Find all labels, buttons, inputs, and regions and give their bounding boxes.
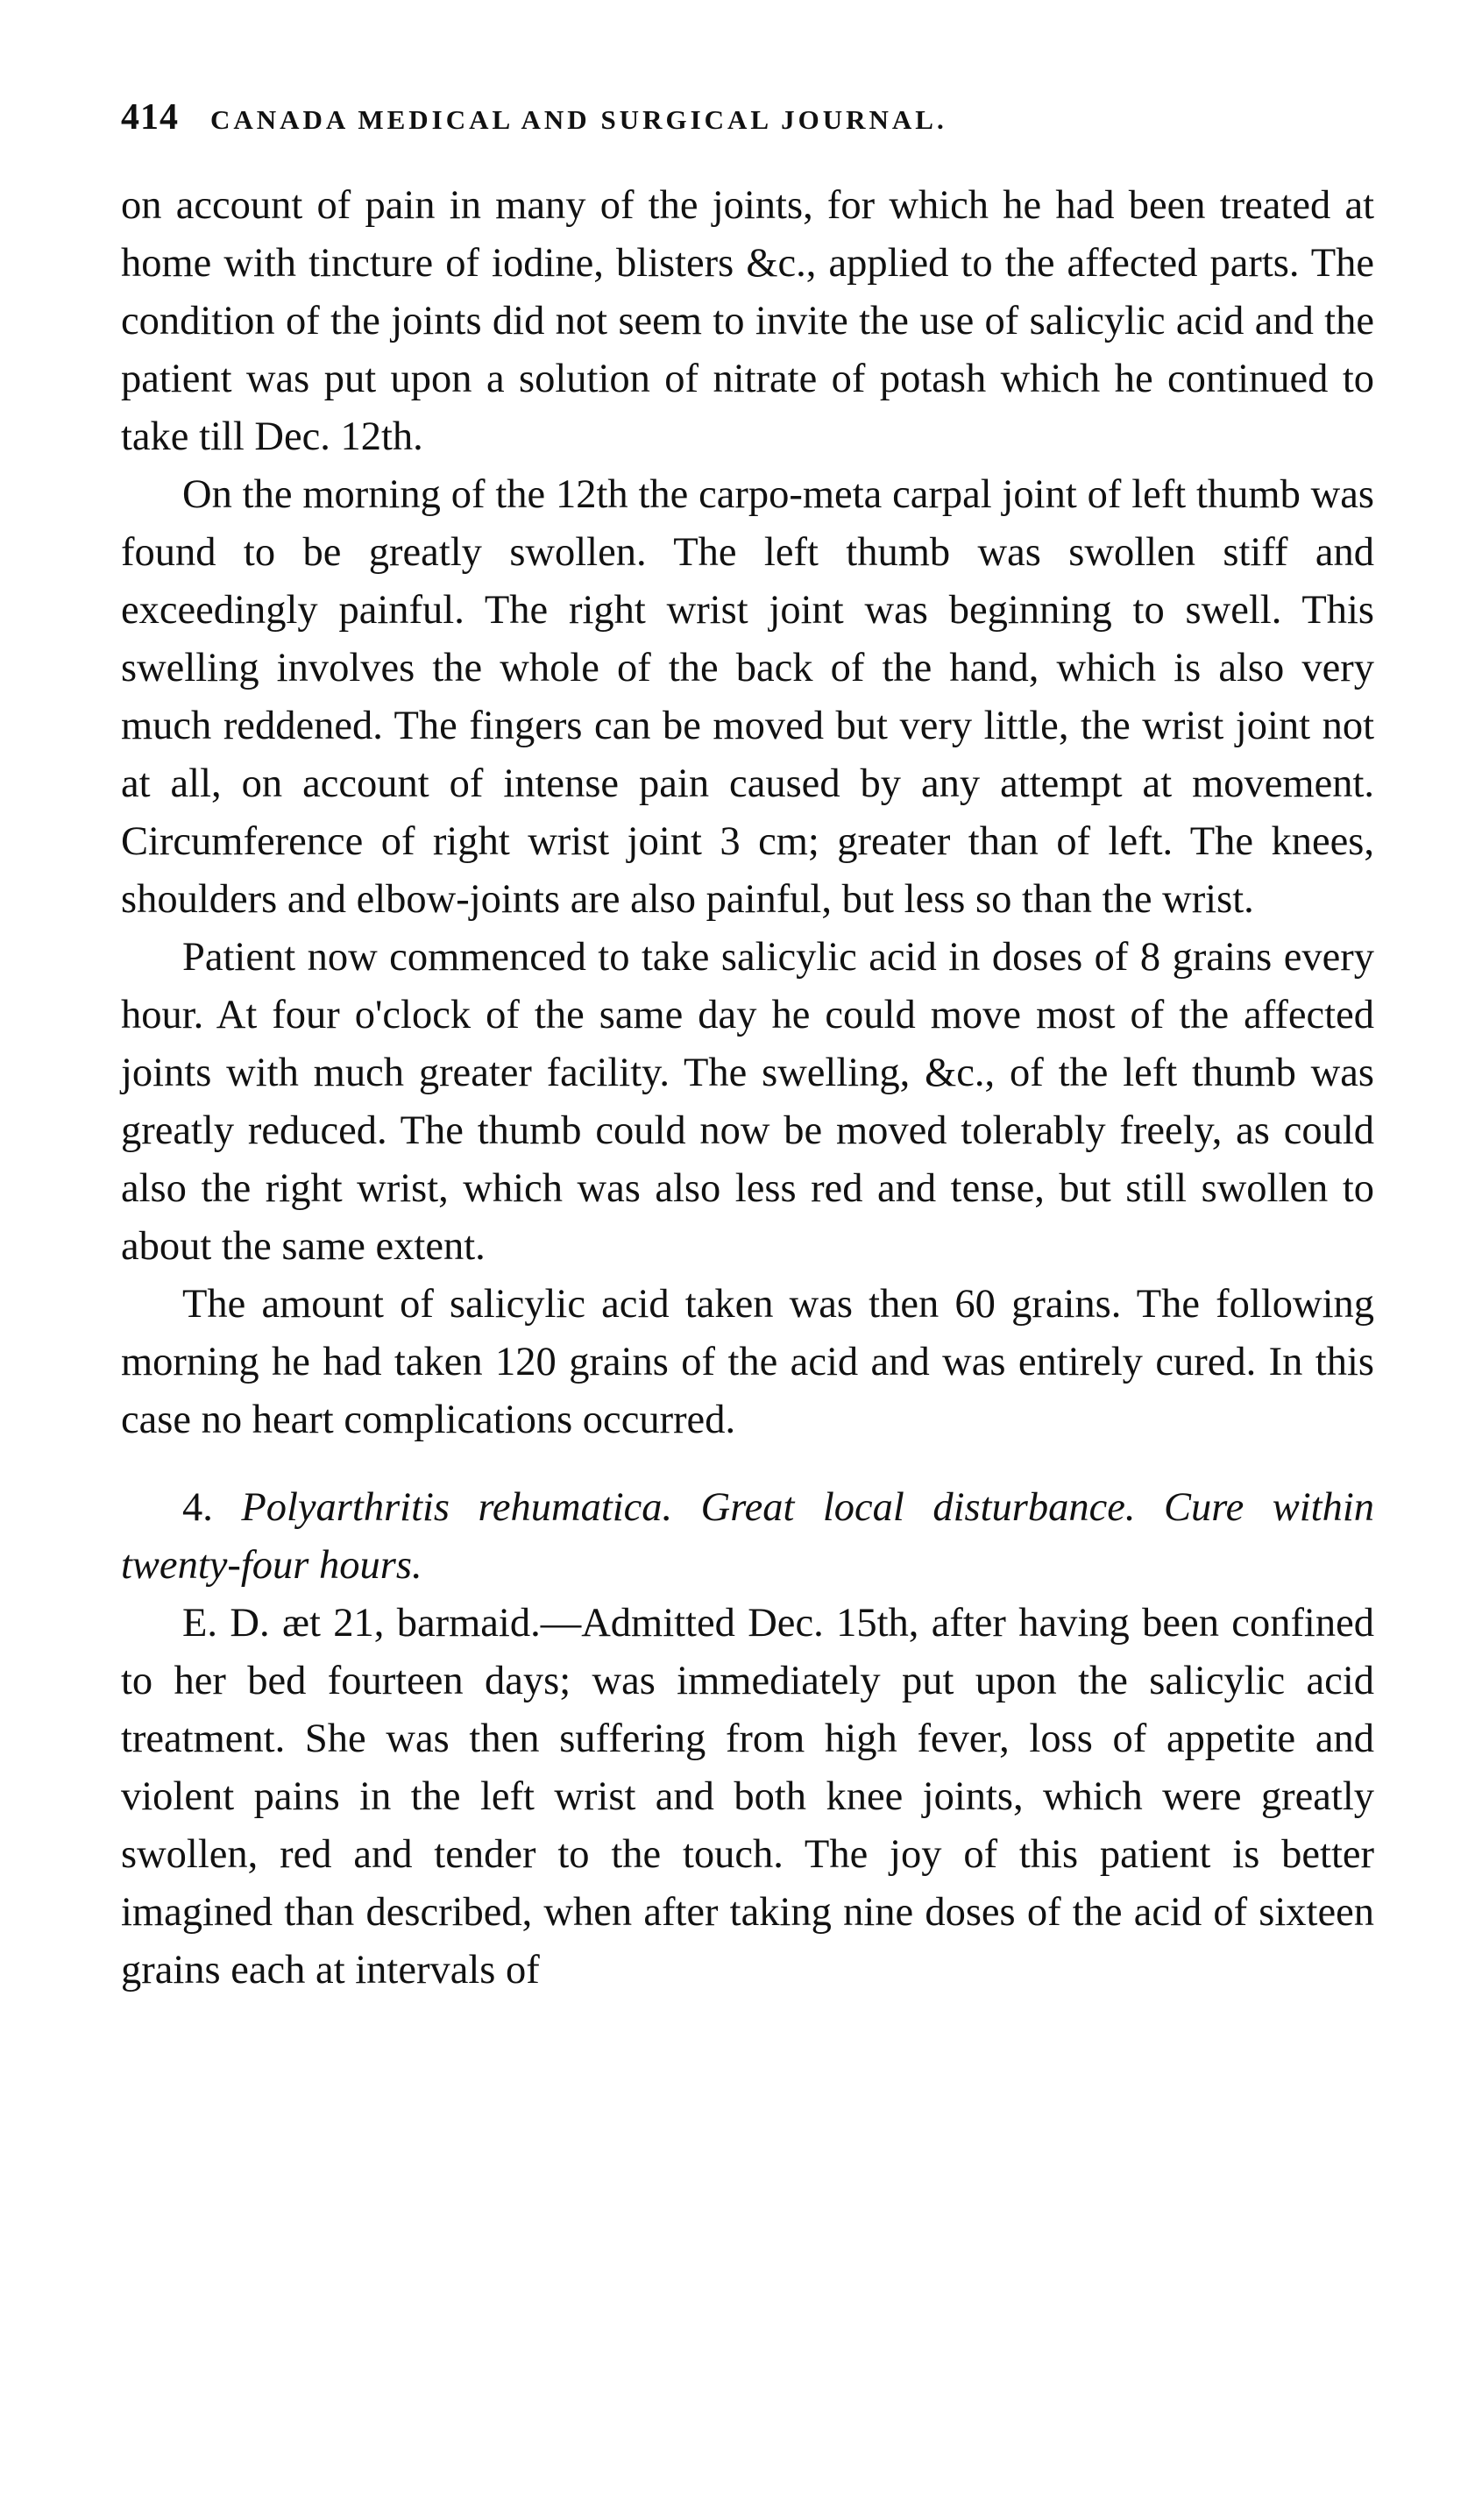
running-head: [121, 96, 1374, 158]
paragraph-cure-outcome: The amount of salicylic acid taken was then 60 grains. The following morning he had taken 120 grains of the acid and was entirely cured. In this case no heart complications occurred.: [121, 1282, 1374, 1442]
paragraph-case-four: E. D. æt 21, barmaid.—Admitted Dec. 15th, after having been confined to her bed fourteen days; was immediately put upon the salicylic acid treatment. She was then suffering from high fever, loss of appetite and violent pains in the left wrist and both knee joints, which were greatly swollen, red and tender to the touch. The joy of this patient is better imagined than described, when after taking nine doses of the acid of sixteen grains each at intervals of: [121, 1601, 1374, 1993]
journal-title: CANADA MEDICAL AND SURGICAL JOURNAL.: [210, 104, 947, 135]
case-number: 4.: [182, 1485, 213, 1530]
page-number: 414: [121, 97, 179, 138]
case-heading-text: Polyarthritis rehumatica. Great local disturbance. Cure within twenty-four hours.: [121, 1485, 1374, 1588]
case-heading: [121, 1479, 1374, 1595]
paragraph-continuation: on account of pain in many of the joints, for which he had been treated at home with tincture of iodine, blisters &c., applied to the affected parts. The condition of the joints did not seem to invite the use of salicylic acid and the patient was put upon a solution of nitrate of potash which he continued to take till Dec. 12th.: [121, 183, 1374, 459]
paragraph-salicylic-doses: Patient now commenced to take salicylic acid in doses of 8 grains every hour. At four o'clock of the same day he could move most of the affected joints with much greater facility. The swelling, &c., of the left thumb was greatly reduced. The thumb could now be moved tolerably freely, as could also the right wrist, which was also less red and tense, but still swollen to about the same extent.: [121, 935, 1374, 1269]
paragraph-thumb-swelling: On the morning of the 12th the carpo-meta carpal joint of left thumb was found to be greatly swollen. The left thumb was swollen stiff and exceedingly painful. The right wrist joint was beginning to swell. This swelling involves the whole of the back of the hand, which is also very much reddened. The fingers can be moved but very little, the wrist joint not at all, on account of intense pain caused by any attempt at movement. Circumference of right wrist joint 3 cm; greater than of left. The knees, shoulders and elbow-joints are also painful, but less so than the wrist.: [121, 472, 1374, 922]
journal-page: [121, 96, 1374, 2000]
